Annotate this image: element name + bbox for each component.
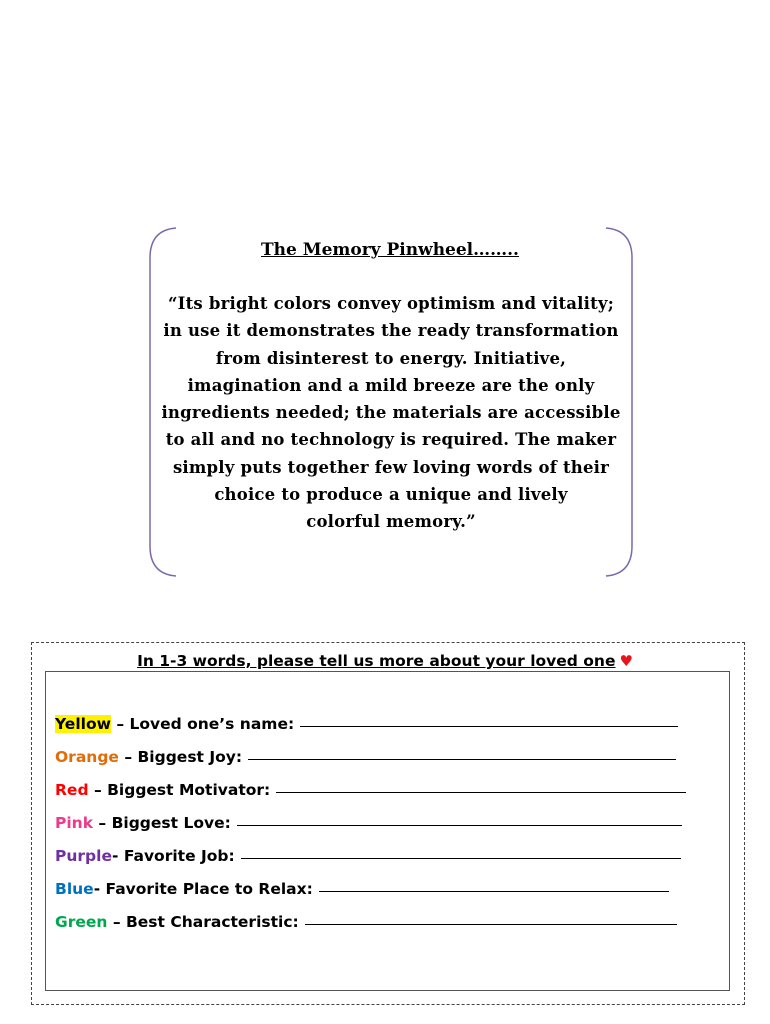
quote-line: to all and no technology is required. The maker	[165, 430, 617, 450]
row-label-loved-ones-name: Loved one’s name:	[129, 715, 295, 733]
row-separator: -	[111, 847, 124, 865]
row-separator: –	[88, 781, 108, 799]
quote-line: in use it demonstrates the ready transformation	[163, 321, 619, 341]
row-label-biggest-love: Biggest Love:	[111, 814, 231, 832]
biggest-motivator-field[interactable]	[276, 791, 686, 793]
quote-line: choice to produce a unique and lively	[214, 485, 568, 505]
row-separator: –	[110, 715, 130, 733]
quote-title: The Memory Pinwheel……..	[261, 240, 519, 260]
row-separator: -	[93, 880, 106, 898]
best-characteristic-field[interactable]	[305, 923, 677, 925]
quote-line: “Its bright colors convey optimism and vitality;	[167, 294, 614, 313]
quote-line: simply puts together few loving words of their	[172, 457, 610, 477]
form-row-purple	[55, 839, 681, 865]
color-word-purple: Purple	[55, 847, 112, 865]
form-row-yellow	[55, 707, 678, 733]
biggest-love-field[interactable]	[237, 824, 682, 826]
row-label-favorite-place-to-relax: Favorite Place to Relax:	[105, 880, 313, 898]
form-row-red	[55, 773, 686, 799]
row-separator: –	[107, 913, 126, 931]
loved-ones-name-field[interactable]	[300, 725, 678, 727]
form-row-blue	[55, 872, 669, 898]
row-label-best-characteristic: Best Characteristic:	[125, 913, 299, 931]
form-heading-text: In 1-3 words, please tell us more about your loved one	[137, 652, 616, 670]
row-label-biggest-motivator: Biggest Motivator:	[107, 781, 271, 799]
quote-text	[148, 290, 634, 536]
form-row-pink	[55, 806, 682, 832]
quote-line: from disinterest to energy. Initiative,	[215, 348, 567, 368]
color-word-red: Red	[55, 781, 89, 799]
row-label-biggest-joy: Biggest Joy:	[137, 748, 243, 766]
color-word-pink: Pink	[55, 814, 94, 832]
form-heading	[0, 652, 770, 670]
row-separator: –	[118, 748, 138, 766]
favorite-job-field[interactable]	[241, 857, 681, 859]
quote-line: colorful memory.”	[306, 512, 476, 532]
form-row-green	[55, 905, 677, 931]
color-word-yellow: Yellow	[55, 715, 111, 733]
favorite-place-to-relax-field[interactable]	[319, 890, 669, 892]
quote-line: ingredients needed; the materials are accessible	[161, 403, 621, 423]
row-separator: –	[93, 814, 112, 832]
biggest-joy-field[interactable]	[248, 758, 676, 760]
color-word-blue: Blue	[55, 880, 94, 898]
row-label-favorite-job: Favorite Job:	[123, 847, 235, 865]
color-word-green: Green	[55, 913, 108, 931]
color-word-orange: Orange	[55, 748, 119, 766]
heart-icon: ♥	[619, 652, 633, 670]
quote-line: imagination and a mild breeze are the only	[187, 375, 595, 395]
form-row-orange	[55, 740, 676, 766]
